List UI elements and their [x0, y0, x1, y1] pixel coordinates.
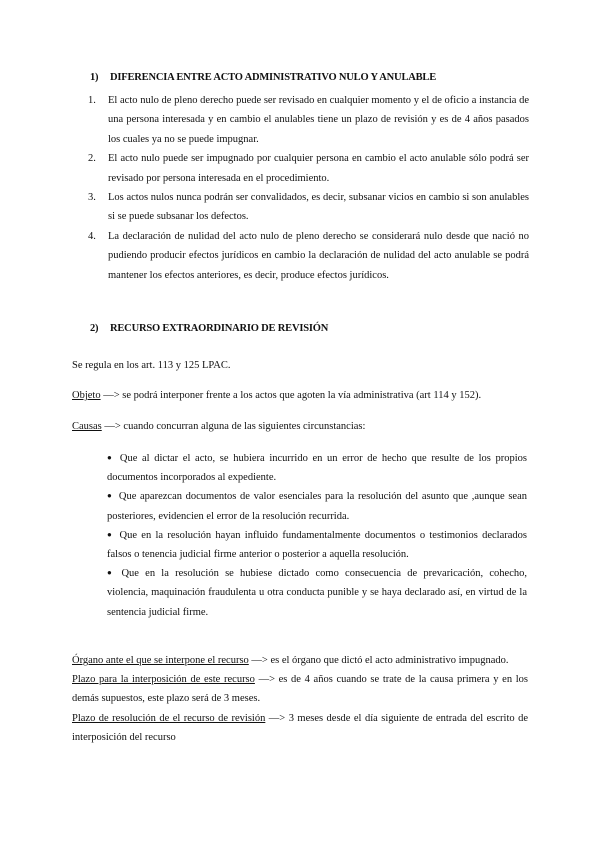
bullet-text: Que en la resolución se hubiese dictado como consecuencia de prevaricación, cohecho, violencia, maquinación fraudulenta u otra conducta punible y se haya declarado así, en virtud de la sentencia judicial firme. — [107, 568, 527, 618]
bullet-text: Que aparezcan documentos de valor esenciales para la resolución del asunto que ,aunque sean posteriores, evidencien el error de la resolución recurrida. — [107, 491, 528, 522]
causas-label: Causas — [72, 421, 102, 432]
list-item-number: 3. — [88, 192, 96, 204]
list-item-text: El acto nulo puede ser impugnado por cualquier persona en cambio el acto anulable sólo podrá ser revisado por persona interesada en el procedimiento. — [108, 153, 529, 184]
causas-text: —> cuando concurran alguna de las siguientes circunstancias: — [101, 421, 366, 432]
list-item-text: El acto nulo de pleno derecho puede ser revisado en cualquier momento y el de oficio a instancia de una persona interesada y en cambio el anulables tiene un plazo de revisión y es de 4 años pasados los cuales ya no se puede impugnar. — [108, 95, 529, 145]
list-item — [88, 188, 529, 227]
bullet-item — [107, 526, 527, 564]
list-item-number: 4. — [88, 230, 96, 242]
organo-label: Órgano ante el que se interpone el recurso — [72, 655, 249, 666]
plazo-text: —> es de 4 años cuando se trate de la causa primera y en los demás supuestos, este plazo será de 3 meses. — [72, 674, 528, 705]
bullet-item — [107, 564, 527, 622]
bullet-icon: ● — [107, 529, 114, 539]
regulation-paragraph: Se regula en los art. 113 y 125 LPAC. — [72, 360, 231, 371]
plazo-paragraph — [72, 670, 528, 708]
section-2-number: 2) — [90, 323, 99, 334]
resolucion-label: Plazo de resolución de el recurso de revisión — [72, 712, 266, 724]
section-1-heading — [90, 72, 436, 83]
list-item — [88, 91, 529, 149]
resolucion-text: —> 3 meses desde el día siguiente de entrada del escrito de interposición del recurso — [72, 712, 528, 743]
section-1-title: DIFERENCIA ENTRE ACTO ADMINISTRATIVO NULO Y ANULABLE — [110, 72, 437, 83]
organo-paragraph — [72, 651, 528, 670]
objeto-label: Objeto — [72, 390, 101, 401]
resolucion-paragraph — [72, 709, 528, 747]
list-item-text: Los actos nulos nunca podrán ser convalidados, es decir, subsanar vicios en cambio si son anulables si se puede subsanar los defectos. — [108, 192, 529, 223]
plazo-label: Plazo para la interposición de este recurso — [72, 674, 255, 686]
section-1-number: 1) — [90, 72, 99, 83]
bullet-text: Que en la resolución hayan influido fundamentalmente documentos o testimonios declarados falsos o tenencia judicial firme anterior o posterior a aquella resolución. — [107, 529, 527, 561]
list-item-number: 1. — [88, 95, 96, 106]
section-2-title: RECURSO EXTRAORDINARIO DE REVISIÓN — [110, 323, 329, 334]
bullet-icon: ● — [107, 491, 113, 501]
list-item-number: 2. — [88, 153, 96, 165]
objeto-paragraph — [72, 386, 481, 405]
recurso-details — [72, 651, 528, 747]
causas-paragraph — [72, 417, 365, 436]
section-2-heading — [90, 323, 328, 334]
bullet-item — [107, 449, 527, 487]
bullet-item — [107, 487, 527, 525]
list-item — [88, 227, 529, 285]
list-item — [88, 149, 529, 188]
bullet-text: Que al dictar el acto, se hubiera incurrido en un error de hecho que resulte de los propios documentos incorporados al expediente. — [107, 453, 527, 484]
bullet-icon: ● — [107, 568, 116, 578]
list-item-text: La declaración de nulidad del acto nulo de pleno derecho se considerará nulo desde que nació no pudiendo producir efectos jurídicos en cambio la declaración de nulidad del acto anulable se podrá mantener los efectos anteriores, es decir, produce efectos jurídicos. — [108, 230, 529, 281]
objeto-text: —> se podrá interponer frente a los actos que agoten la vía administrativa (art 114 y 152). — [100, 390, 482, 401]
differences-list — [88, 91, 529, 285]
bullet-icon: ● — [107, 453, 114, 462]
organo-text: —> es el órgano que dictó el acto administrativo impugnado. — [248, 655, 509, 666]
causas-list — [107, 449, 527, 622]
